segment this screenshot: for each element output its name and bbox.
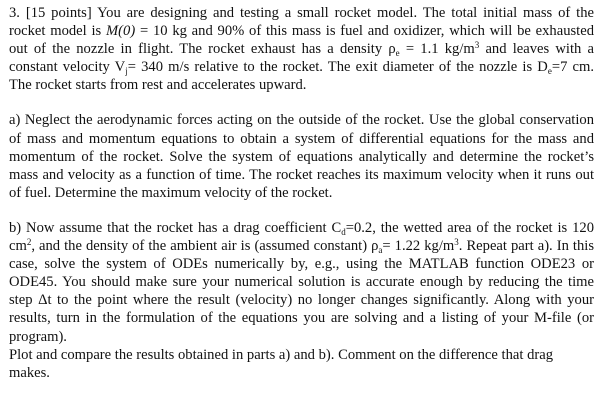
part-b-text-3: , and the density of the ambient air is (assumed constant) ρ [31,238,379,255]
density-unit-exponent: 3 [474,40,480,51]
paragraph-gap [9,202,594,219]
part-b-text-4: = 1.22 kg/m [382,238,455,255]
intro-text-6: =7 cm. The rocket starts from rest and accelerates upward. [9,59,595,94]
intro-text-4: and leaves with a constant velocity V [9,41,595,76]
intro-text-3: = 1.1 kg/m [405,41,475,58]
intro-text-2: = 10 kg and 90% of this mass is fuel and oxidizer, which will be exhausted out of the nozzle in flight. The rocket exhaust has a density ρ [9,23,595,58]
part-b-text-1: b) Now assume that the rocket has a drag coefficient C [9,219,342,236]
part-b-text-2: =0.2, the wetted area of the rocket is 120 cm [9,219,594,255]
closing-instruction: Plot and compare the results obtained in parts a) and b). Comment on the difference that drag makes. [9,346,553,381]
air-density-unit-exponent: 3 [454,237,459,248]
initial-mass-expression: M(0) [106,23,136,40]
part-a-text: a) Neglect the aerodynamic forces acting on the outside of the rocket. Use the global conservation of mass and momentum equations to obtain a system of differential equations for the mass and momentum of the rocket. Solve the system of equations analytically and determine the rocket’s mass and velocity as a function of time. The rocket reaches its maximum velocity when it runs out of fuel. Determine the maximum velocity of the rocket. [9,112,594,201]
part-b-text [9,219,594,346]
area-unit-exponent: 2 [26,237,32,248]
v-j-subscript: j [125,66,128,77]
rho-e-subscript: e [395,48,400,59]
problem-intro [9,4,594,94]
d-e-subscript: e [547,66,552,77]
intro-text-1: You are designing and testing a small rocket model. The total initial mass of the rocket model is [9,5,594,40]
part-b-text-5: . Repeat part a). In this case, solve the system of ODEs numerically by, e.g., using the MATLAB function ODE23 or ODE45. You should make sure your numerical solution is accurate enough by reducing the time step Δt to the point where the result (velocity) no longer changes significantly. Along with your results, turn in the formulation of the equations you are solving and a listing of your M-file (or program). [9,238,595,345]
problem-number: 3. [9,5,20,21]
paragraph-gap [9,94,594,111]
intro-text-5: = 340 m/s relative to the rocket. The exit diameter of the nozzle is D [127,59,548,76]
cd-subscript: d [341,226,346,237]
rho-a-subscript: a [378,245,383,256]
problem-points: [15 points] [25,5,92,21]
